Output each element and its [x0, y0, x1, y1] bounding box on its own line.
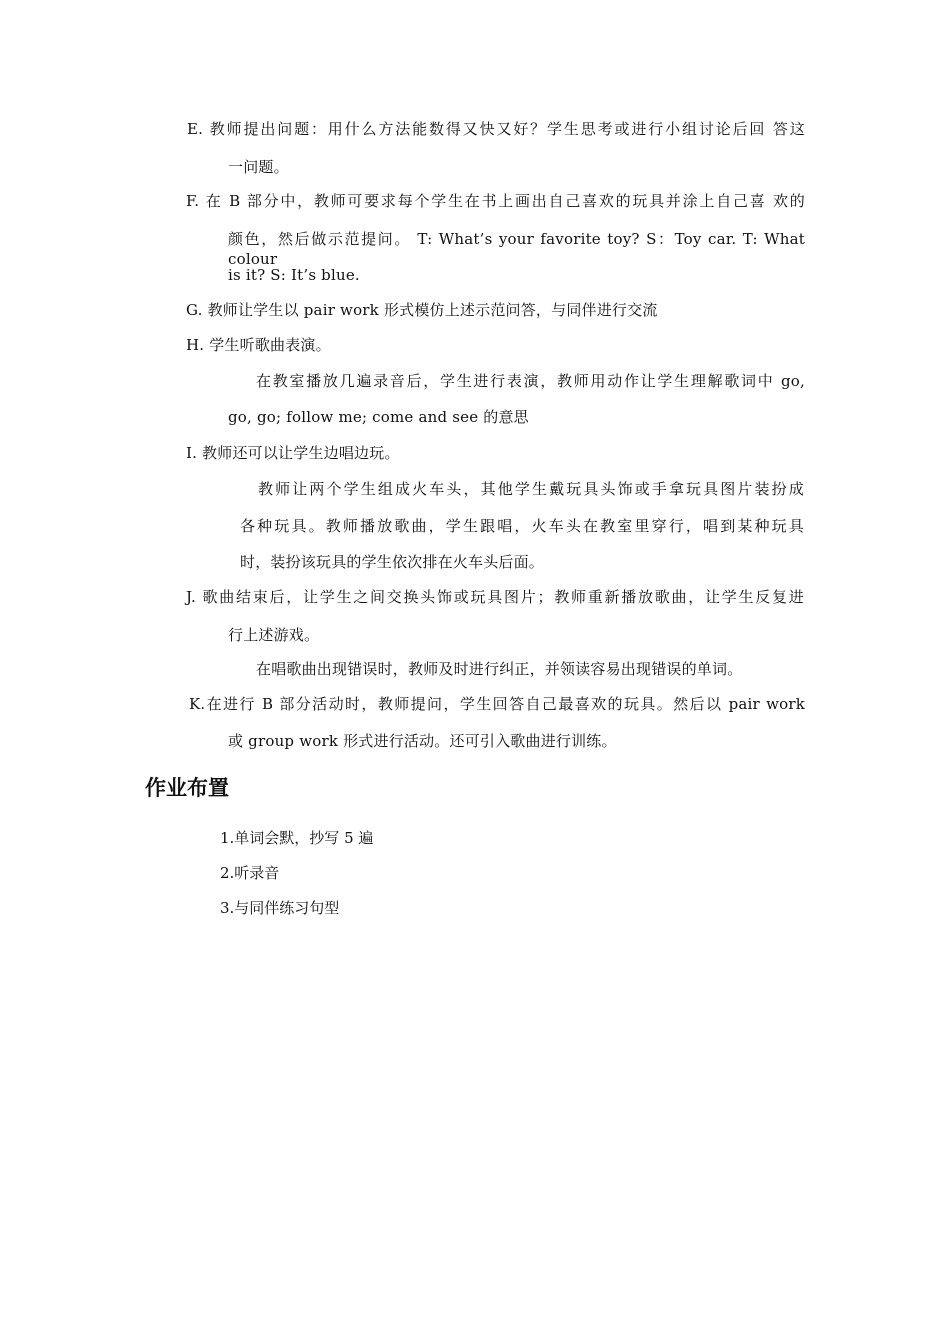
- step-k-line-2: 或 group work 形式进行活动。还可引入歌曲进行训练。: [228, 732, 617, 750]
- step-j-line-2: 行上述游戏。: [228, 626, 320, 644]
- step-j-line-1: J. 歌曲结束后，让学生之间交换头饰或玩具图片；教师重新播放歌曲，让学生反复进: [186, 588, 804, 606]
- step-f-line-3: is it? S: It’s blue.: [228, 266, 360, 284]
- step-i-line-3: 各种玩具。教师播放歌曲，学生跟唱，火车头在教室里穿行，唱到某种玩具: [240, 517, 804, 535]
- step-h-line-3: go, go; follow me; come and see 的意思: [228, 408, 529, 426]
- homework-item-2: 2.听录音: [220, 864, 280, 882]
- step-f-line-1: F. 在 B 部分中，教师可要求每个学生在书上画出自己喜欢的玩具并涂上自己喜 欢的: [186, 192, 805, 210]
- step-k-line-1: K.在进行 B 部分活动时，教师提问，学生回答自己最喜欢的玩具。然后以 pair work: [189, 695, 805, 713]
- step-g-line-1: G. 教师让学生以 pair work 形式模仿上述示范问答，与同伴进行交流: [186, 301, 658, 319]
- step-i-line-2: 教师让两个学生组成火车头，其他学生戴玩具头饰或手拿玩具图片装扮成: [258, 480, 804, 498]
- step-f-line-2: 颜色，然后做示范提问。 T: What’s your favorite toy? S：Toy car. T: What colour: [228, 230, 805, 268]
- step-i-line-4: 时，装扮该玩具的学生依次排在火车头后面。: [240, 553, 545, 571]
- step-e-line-2: 一问题。: [228, 158, 289, 176]
- homework-heading: 作业布置: [145, 776, 229, 800]
- step-j-line-3: 在唱歌曲出现错误时，教师及时进行纠正，并领读容易出现错误的单词。: [256, 660, 743, 678]
- homework-item-1: 1.单词会默，抄写 5 遍: [220, 829, 374, 847]
- step-h-line-1: H. 学生听歌曲表演。: [186, 336, 331, 354]
- step-h-line-2: 在教室播放几遍录音后，学生进行表演，教师用动作让学生理解歌词中 go,: [256, 372, 805, 390]
- step-e-line-1: E. 教师提出问题：用什么方法能数得又快又好？学生思考或进行小组讨论后回 答这: [187, 120, 805, 138]
- step-i-line-1: I. 教师还可以让学生边唱边玩。: [186, 444, 400, 462]
- homework-item-3: 3.与同伴练习句型: [220, 899, 340, 917]
